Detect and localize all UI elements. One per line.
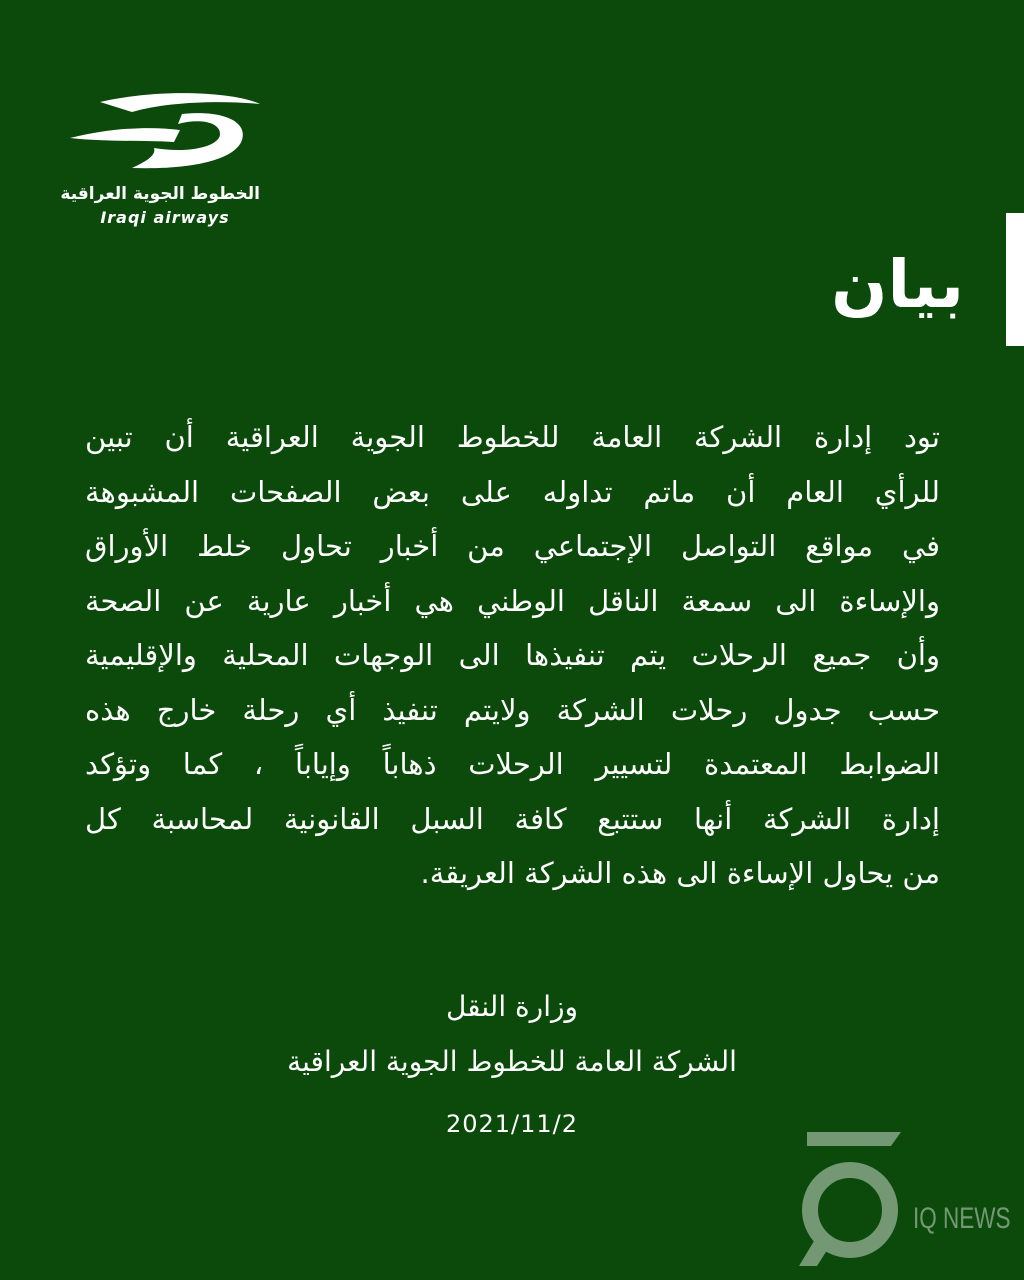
iq-news-logo-icon [795,1128,910,1273]
watermark [795,1128,1015,1273]
body-line: من يحاول الإساءة الى هذه الشركة العريقة. [420,856,940,890]
statement-title: بيان [831,246,964,323]
title-accent-bar [1006,213,1024,346]
body-line: في مواقع التواصل الإجتماعي من أخبار تحاول خلط الأوراق [85,529,940,563]
body-line: للرأي العام أن ماتم تداوله على بعض الصفحات المشبوهة [85,474,940,509]
signature-ministry: وزارة النقل [445,990,579,1023]
body-line: تود إدارة الشركة العامة للخطوط الجوية العراقية أن تبين [85,420,940,454]
logo-arabic-name: الخطوط الجوية العراقية [60,184,260,204]
body-line: وأن جميع الرحلات يتم تنفيذها الى الوجهات المحلية والإقليمية [85,638,940,672]
bird-emblem-icon [70,90,270,185]
signature-company: الشركة العامة للخطوط الجوية العراقية [287,1045,737,1078]
body-line: والإساءة الى سمعة الناقل الوطني هي أخبار عارية عن الصحة [85,583,940,618]
logo-english-name: Iraqi airways [100,208,230,227]
statement-body [85,410,940,901]
statement-date: 2021/11/2 [445,1110,579,1138]
body-line: الضوابط المعتمدة لتسيير الرحلات ذهاباً وإياباً ، كما وتؤكد [85,747,940,781]
body-line: إدارة الشركة أنها ستتبع كافة السبل القانونية لمحاسبة كل [85,801,940,836]
body-line: حسب جدول رحلات الشركة ولايتم تنفيذ أي رحلة خارج هذه [85,692,940,727]
iraqi-airways-logo [60,90,270,235]
watermark-text: IQ NEWS [913,1202,1011,1235]
